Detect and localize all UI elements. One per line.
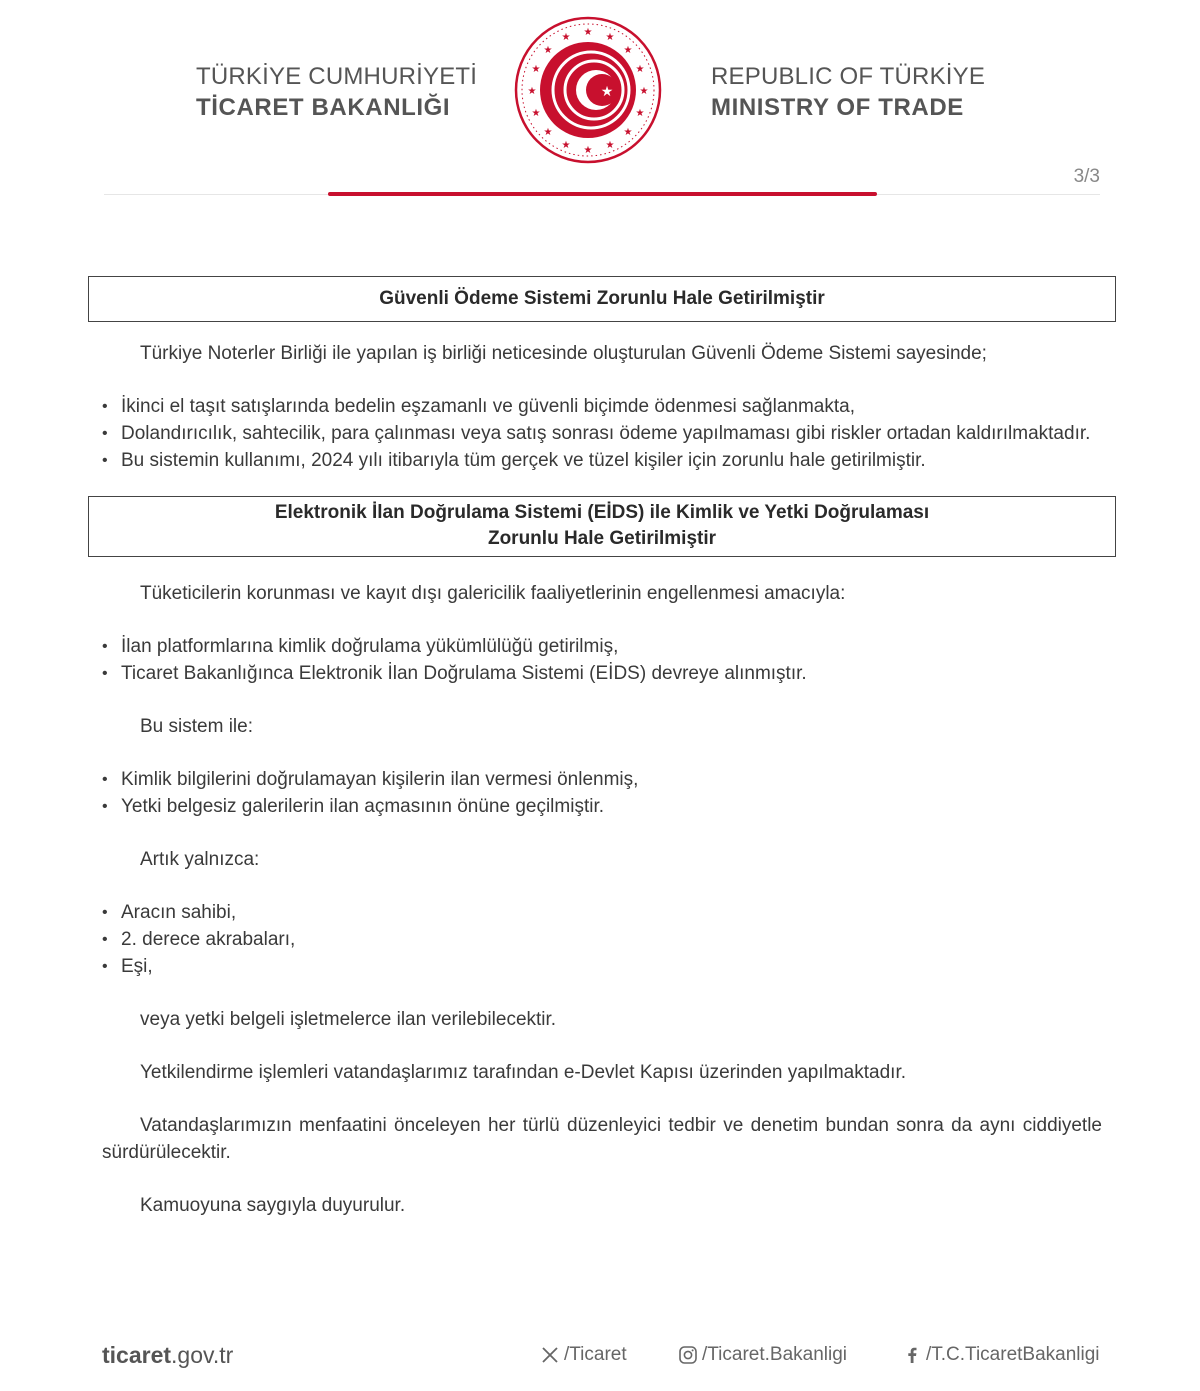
document-body xyxy=(88,276,1116,1219)
svg-text:★: ★ xyxy=(605,140,615,151)
closing-paragraph-1: veya yetki belgeli işletmelerce ilan verilebilecektir. xyxy=(140,1009,557,1030)
svg-text:★: ★ xyxy=(600,84,614,100)
section1-title-box xyxy=(88,276,1116,322)
section2-intro: Tüketicilerin korunması ve kayıt dışı galericilik faaliyetlerinin engellenmesi amacıyla: xyxy=(140,583,846,604)
svg-text:★: ★ xyxy=(543,45,553,56)
website-link[interactable] xyxy=(102,1342,233,1369)
section1-intro: Türkiye Noterler Birliği ile yapılan iş birliği neticesinde oluşturulan Güvenli Ödeme Sistemi sayesinde; xyxy=(140,343,987,364)
svg-text:★: ★ xyxy=(527,86,537,97)
instagram-handle: /Ticaret.Bakanligi xyxy=(702,1344,848,1365)
closing-paragraph-4: Kamuoyuna saygıyla duyurulur. xyxy=(140,1195,406,1216)
website-bold: ticaret xyxy=(102,1342,172,1368)
header-left xyxy=(196,62,478,124)
header-accent-bar xyxy=(328,192,877,196)
svg-text:★: ★ xyxy=(561,140,571,151)
svg-text:★: ★ xyxy=(635,64,645,75)
list-item: • İlan platformlarına kimlik doğrulama yükümlülüğü getirilmiş, xyxy=(102,633,1102,660)
svg-text:★: ★ xyxy=(639,86,649,97)
section2-sub-intro: Bu sistem ile: xyxy=(140,716,253,737)
list-item: • İkinci el taşıt satışlarında bedelin eşzamanlı ve güvenli biçimde ödenmesi sağlanmakta, xyxy=(102,393,1102,420)
section2-title-line2: Zorunlu Hale Getirilmiştir xyxy=(487,528,717,549)
svg-text:★: ★ xyxy=(583,27,593,38)
svg-text:★: ★ xyxy=(623,127,633,138)
page-number: 3/3 xyxy=(1073,166,1100,187)
section2-title-line1: Elektronik İlan Doğrulama Sistemi (EİDS) ile Kimlik ve Yetki Doğrulaması xyxy=(274,502,930,523)
list-item: • Aracın sahibi, xyxy=(102,899,1102,926)
facebook-icon xyxy=(902,1345,922,1365)
closing-paragraph-2: Yetkilendirme işlemleri vatandaşlarımız tarafından e-Devlet Kapısı üzerinden yapılmaktadır. xyxy=(140,1062,907,1083)
section2-bullet-list-a xyxy=(88,633,1116,687)
svg-text:★: ★ xyxy=(635,108,645,119)
header-right-line1: REPUBLIC OF TÜRKİYE xyxy=(711,63,986,90)
list-item: • 2. derece akrabaları, xyxy=(102,926,1102,953)
x-social-link[interactable] xyxy=(540,1344,627,1366)
list-item: • Bu sistemin kullanımı, 2024 yılı itibarıyla tüm gerçek ve tüzel kişiler için zorunlu hale getirilmiştir. xyxy=(102,447,1102,474)
svg-text:★: ★ xyxy=(605,32,615,43)
section2-bullet-list-b xyxy=(88,766,1116,820)
ministry-seal-icon xyxy=(514,16,662,164)
closing-paragraph-3: Vatandaşlarımızın menfaatini önceleyen her türlü düzenleyici tedbir ve denetim bundan sonra da aynı ciddiyetle sürdürülecektir. xyxy=(102,1115,1102,1163)
website-domain: .gov.tr xyxy=(171,1342,234,1368)
svg-text:★: ★ xyxy=(583,145,593,156)
svg-text:★: ★ xyxy=(543,127,553,138)
svg-text:★: ★ xyxy=(531,64,541,75)
facebook-social-link[interactable] xyxy=(902,1344,1100,1366)
instagram-icon xyxy=(678,1345,698,1365)
section1-bullet-list xyxy=(88,393,1116,474)
header-right xyxy=(711,62,991,124)
list-item: • Kimlik bilgilerini doğrulamayan kişilerin ilan vermesi önlenmiş, xyxy=(102,766,1102,793)
x-handle: /Ticaret xyxy=(564,1344,627,1365)
facebook-handle: /T.C.TicaretBakanligi xyxy=(926,1344,1100,1365)
section2-only-intro: Artık yalnızca: xyxy=(140,849,260,870)
list-item: • Dolandırıcılık, sahtecilik, para çalınması veya satış sonrası ödeme yapılmaması gibi riskler ortadan kaldırılmaktadır. xyxy=(102,420,1102,447)
list-item: • Yetki belgesiz galerilerin ilan açmasının önüne geçilmiştir. xyxy=(102,793,1102,820)
section2-bullet-list-c xyxy=(88,899,1116,980)
footer xyxy=(102,1340,1102,1374)
list-item: • Ticaret Bakanlığınca Elektronik İlan Doğrulama Sistemi (EİDS) devreye alınmıştır. xyxy=(102,660,1102,687)
header-right-line2: MINISTRY OF TRADE xyxy=(711,94,964,121)
list-item: • Eşi, xyxy=(102,953,1102,980)
instagram-social-link[interactable] xyxy=(678,1344,847,1366)
header-left-line1: TÜRKİYE CUMHURİYETİ xyxy=(196,63,478,90)
svg-text:★: ★ xyxy=(531,108,541,119)
section2-title-box xyxy=(88,496,1116,557)
svg-text:★: ★ xyxy=(623,45,633,56)
svg-text:★: ★ xyxy=(561,32,571,43)
x-icon xyxy=(540,1345,560,1365)
header-left-line2: TİCARET BAKANLIĞI xyxy=(196,94,451,121)
section1-title: Güvenli Ödeme Sistemi Zorunlu Hale Getirilmiştir xyxy=(379,288,825,309)
